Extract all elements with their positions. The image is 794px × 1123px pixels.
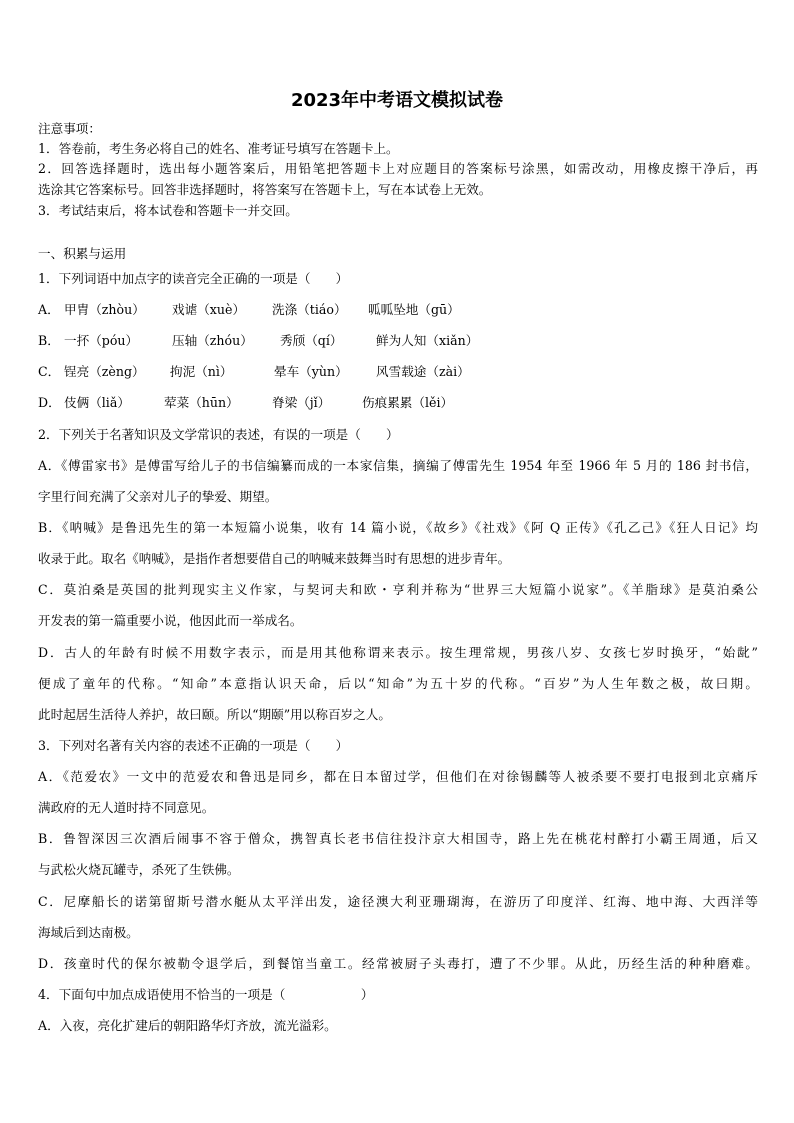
- option-word: 脊梁（jǐ）: [272, 395, 331, 410]
- question-2-line: 此时起居生活待人养护，故曰颐。所以“期颐”用以称百岁之人。: [38, 707, 391, 722]
- option-label: D．: [38, 395, 61, 410]
- option-word: 呱呱坠地（gū）: [368, 302, 460, 317]
- question-2-line: A．《傅雷家书》是傅雷写给儿子的书信编纂而成的一本家信集，摘编了傅雷先生 1954 年至 1966 年 5 月的 186 封书信，: [38, 458, 758, 473]
- question-3-line: B．鲁智深因三次酒后闹事不容于僧众，携智真长老书信往投汴京大相国寺，路上先在桃花村醉打小霸王周通，后又: [38, 831, 758, 846]
- option-word: 风雪载途（zài）: [376, 364, 470, 379]
- question-4-stem: 4．下面句中加点成语使用不恰当的一项是（ ）: [38, 987, 374, 1002]
- question-3-line: C．尼摩船长的诺第留斯号潜水艇从太平洋出发，途径澳大利亚珊瑚海，在游历了印度洋、红海、地中海、大西洋等: [38, 894, 758, 909]
- option-label: A．: [38, 302, 60, 317]
- question-3-stem: 3．下列对名著有关内容的表述不正确的一项是（ ）: [38, 738, 349, 753]
- page-title: 2023年中考语文模拟试卷: [290, 90, 504, 111]
- question-3-line: 海域后到达南极。: [38, 925, 139, 940]
- question-2-line: 开发表的第一篇重要小说，他因此而一举成名。: [38, 613, 303, 628]
- note-item: 2．回答选择题时，选出每小题答案后，用铅笔把答题卡上对应题目的答案标号涂黑，如需改动，用橡皮擦干净后，再: [38, 161, 758, 176]
- note-item: 1．答卷前，考生务必将自己的姓名、准考证号填写在答题卡上。: [38, 141, 399, 156]
- question-2-line: B．《呐喊》是鲁迅先生的第一本短篇小说集，收有 14 篇小说，《故乡》《社戏》《阿 Q 正传》《孔乙己》《狂人日记》均: [38, 520, 758, 535]
- notes-header: 注意事项：: [38, 121, 101, 136]
- question-2-line: D．古人的年龄有时候不用数字表示，而是用其他称谓来表示。按生理常规，男孩八岁、女孩七岁时换牙，“始龀”: [38, 645, 758, 660]
- question-1-stem: 1．下列词语中加点字的读音完全正确的一项是（ ）: [38, 271, 349, 286]
- option-word: 秀颀（qí）: [280, 333, 343, 348]
- question-3-line: 与武松火烧瓦罐寺，杀死了生铁佛。: [38, 862, 240, 877]
- question-2-line: 字里行间充满了父亲对儿子的挚爱、期望。: [38, 489, 278, 504]
- option-word: 甲胄（zhòu）: [64, 302, 145, 317]
- option-word: 伤痕累累（lěi）: [362, 395, 454, 410]
- note-item: 选涂其它答案标号。回答非选择题时，将答案写在答题卡上，写在本试卷上无效。: [38, 182, 492, 197]
- option-word: 戏谑（xuè）: [172, 302, 246, 317]
- option-word: 压轴（zhóu）: [172, 333, 253, 348]
- question-2-line: 收录于此。取名《呐喊》，是指作者想要借自己的呐喊来鼓舞当时有思想的进步青年。: [38, 551, 511, 566]
- question-3-line: D．孩童时代的保尔被勒令退学后，到餐馆当童工。经常被厨子头毒打，遭了不少罪。从此，历经生活的种种磨难。: [38, 956, 758, 971]
- option-word: 荤菜（hūn）: [164, 395, 239, 410]
- option-label: B．: [38, 333, 60, 348]
- option-word: 洗涤（tiáo）: [272, 302, 347, 317]
- option-word: 锃亮（zèng）: [64, 364, 145, 379]
- option-word: 伎俩（liǎ）: [64, 395, 130, 410]
- question-2-line: 便成了童年的代称。“知命”本意指认识天命，后以“知命”为五十岁的代称。“百岁”为人生年数之极，故曰期。: [38, 676, 758, 691]
- question-4-line: A．入夜，亮化扩建后的朝阳路华灯齐放，流光溢彩。: [38, 1018, 337, 1033]
- option-word: 鲜为人知（xiǎn）: [376, 333, 479, 348]
- option-word: 晕车（yùn）: [274, 364, 348, 379]
- note-item: 3．考试结束后，将本试卷和答题卡一并交回。: [38, 203, 298, 218]
- question-2-line: C．莫泊桑是英国的批判现实主义作家，与契诃夫和欧・亨利并称为“世界三大短篇小说家”。《羊脂球》是莫泊桑公: [38, 582, 758, 597]
- section-heading: 一、积累与运用: [38, 246, 127, 261]
- option-label: C．: [38, 364, 61, 379]
- question-2-stem: 2．下列关于名著知识及文学常识的表述，有误的一项是（ ）: [38, 427, 399, 442]
- option-word: 拘泥（nì）: [170, 364, 233, 379]
- question-3-line: A．《范爱农》一文中的范爱农和鲁迅是同乡，都在日本留过学，但他们在对徐锡麟等人被杀要不要打电报到北京痛斥: [38, 769, 758, 784]
- option-word: 一抔（póu）: [64, 333, 139, 348]
- question-3-line: 满政府的无人道时持不同意见。: [38, 800, 215, 815]
